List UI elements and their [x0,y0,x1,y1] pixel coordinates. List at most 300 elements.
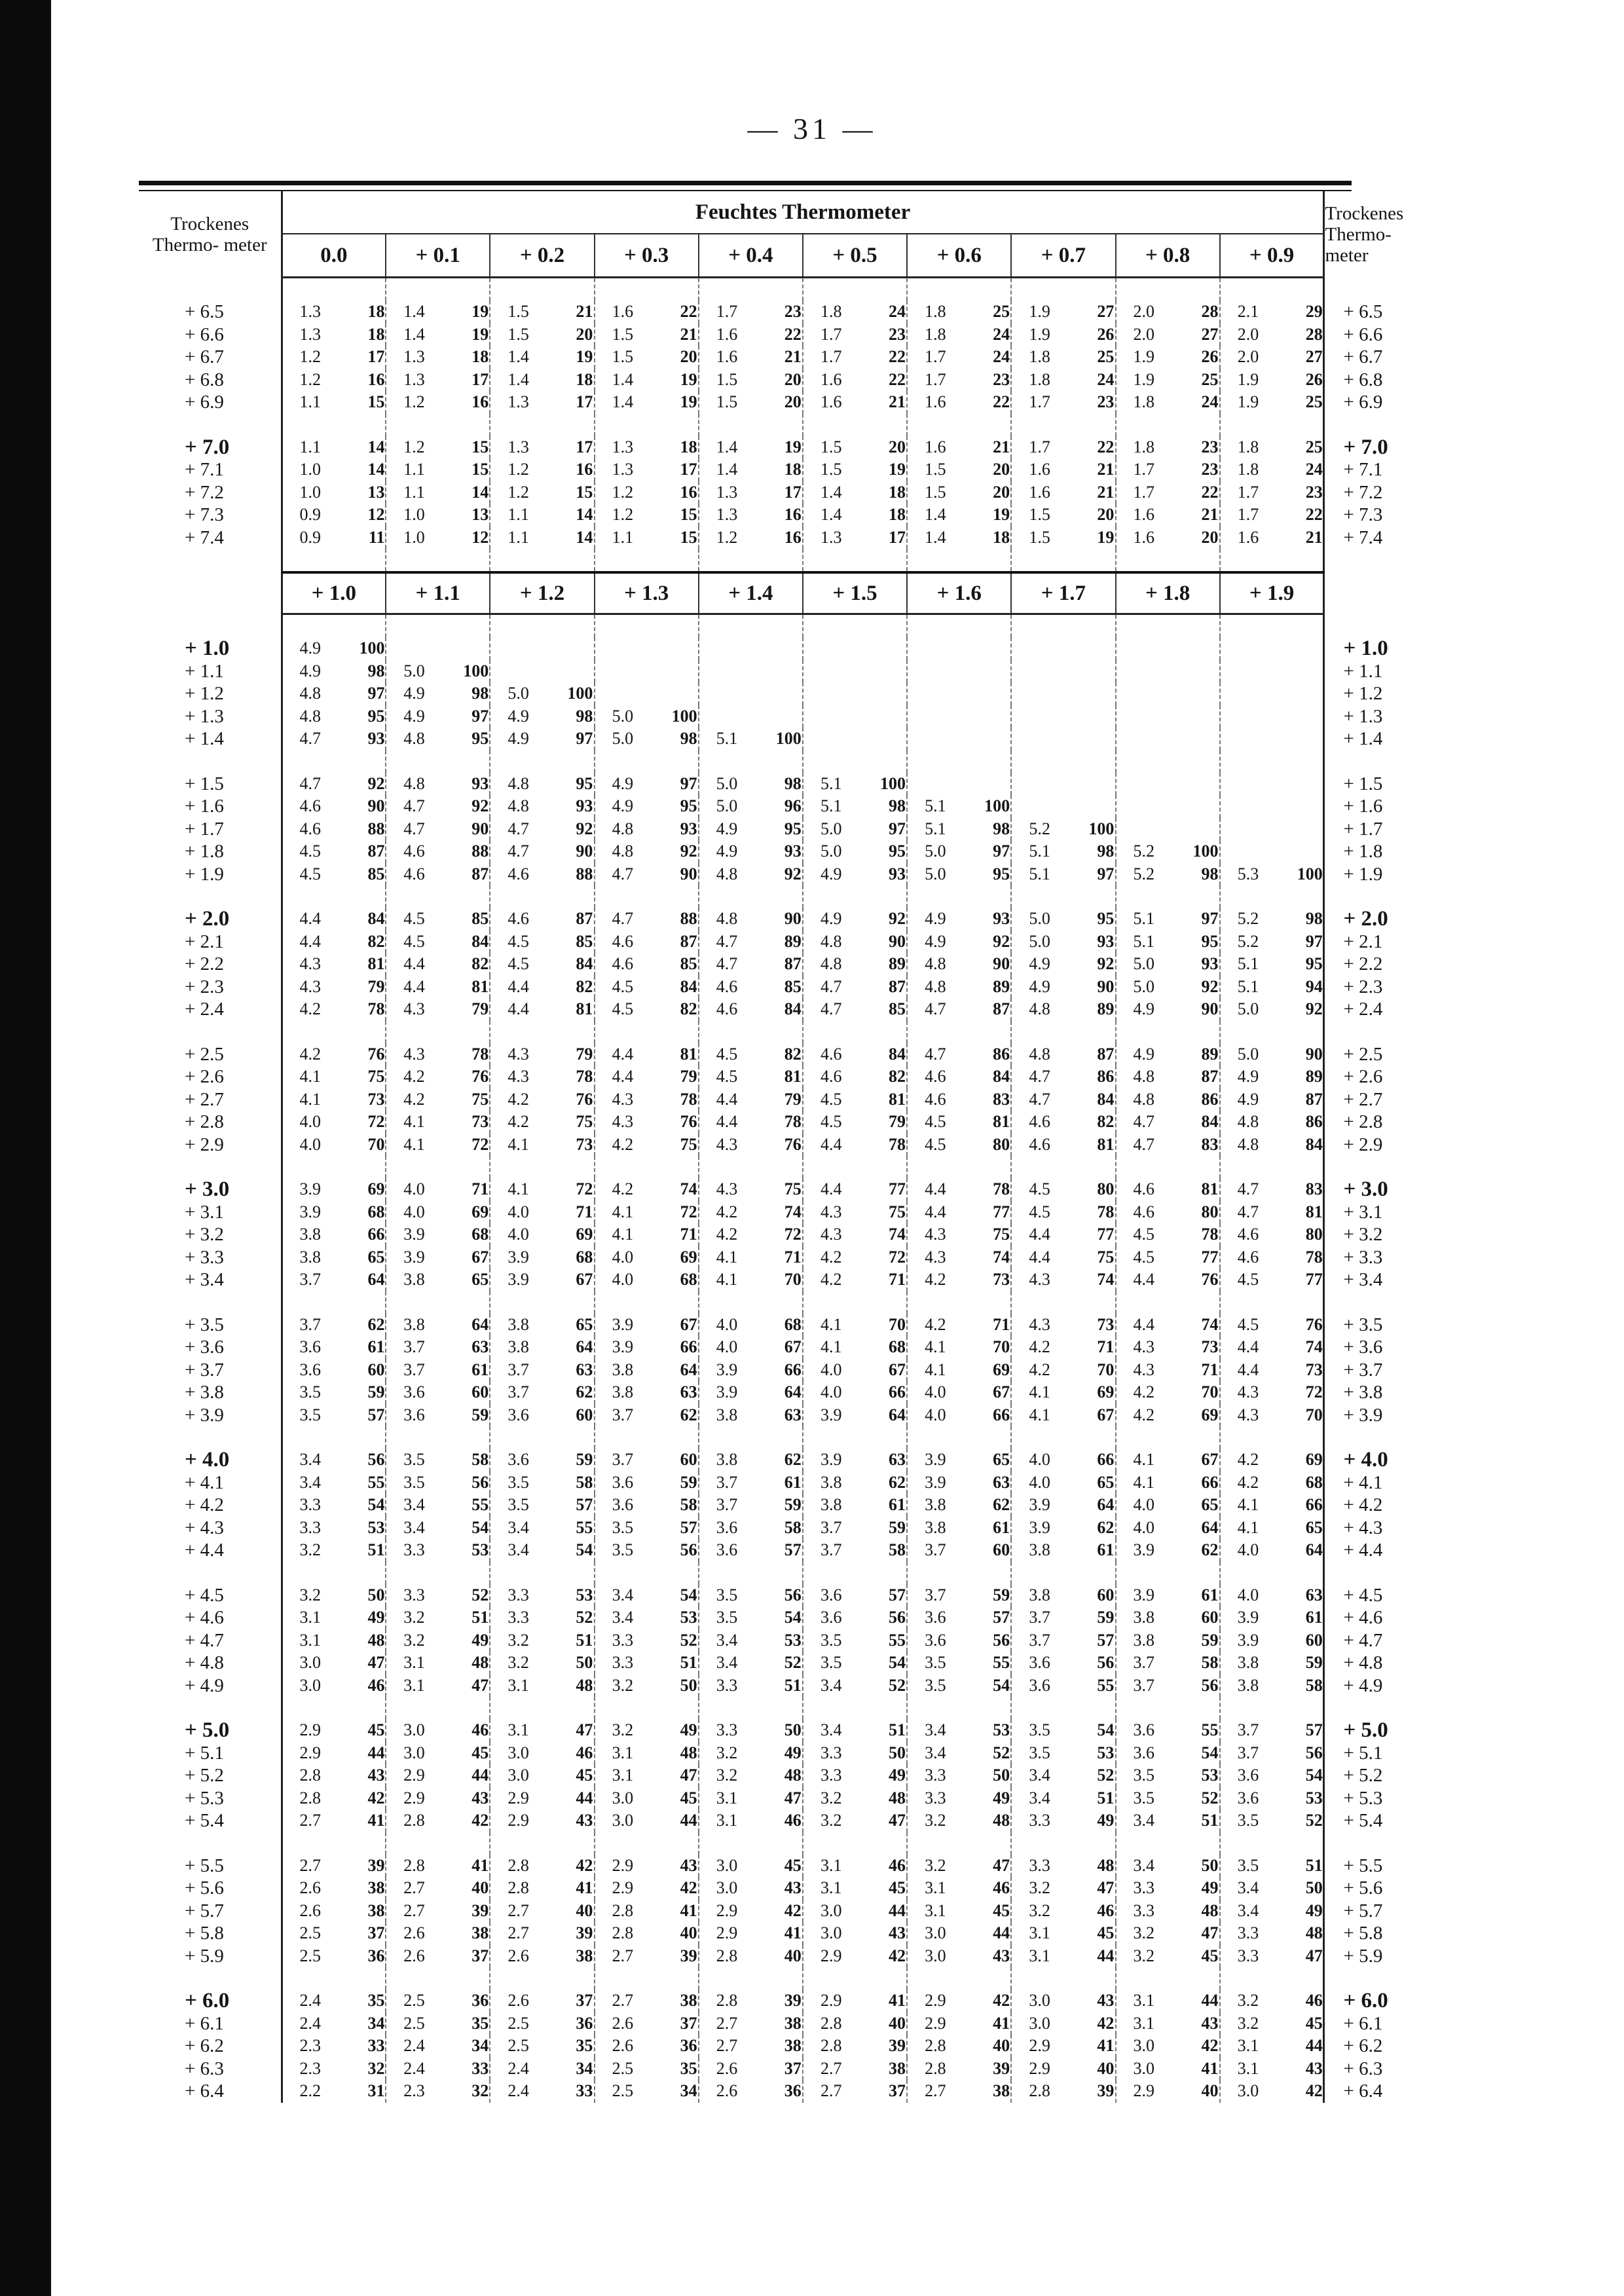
relative-humidity: 39 [1097,2081,1115,2101]
table-cell [282,728,386,750]
spacer-cell [699,1156,803,1178]
vapor-tension: 1.2 [507,460,529,479]
vapor-tension: 4.8 [925,954,946,974]
dry-temp-left: + 1.8 [185,841,224,862]
table-cell [1220,863,1324,886]
table-cell [386,863,490,886]
spacer-cell [1220,278,1324,301]
vapor-tension: 1.2 [299,347,321,367]
dry-thermometer-label-right: Trockenes Thermo- meter [1325,202,1404,266]
table-cell [699,705,803,728]
relative-humidity: 17 [367,347,385,367]
dry-temp-right: + 6.3 [1343,2058,1383,2079]
table-cell [386,1472,490,1494]
relative-humidity: 24 [1305,460,1323,479]
vapor-tension: 1.4 [716,460,738,479]
table-cell [386,2080,490,2103]
vapor-tension: 3.6 [1133,1720,1154,1740]
table-cell [803,1652,907,1675]
relative-humidity: 97 [367,684,385,703]
table-cell [1011,1922,1115,1945]
relative-humidity: 72 [1305,1382,1323,1402]
relative-humidity: 59 [993,1585,1010,1604]
table-cell [803,1809,907,1832]
table-cell [386,1742,490,1765]
relative-humidity: 65 [576,1314,593,1334]
vapor-tension: 4.9 [507,729,529,749]
vapor-tension: 2.0 [1133,302,1154,322]
dry-temp-left: + 1.0 [185,637,230,661]
header-row-title [139,191,1352,234]
relative-humidity: 59 [471,1405,489,1424]
table-cell [1011,1178,1115,1201]
dry-temp-right: + 3.8 [1343,1382,1383,1403]
relative-humidity: 57 [888,1585,906,1604]
table-cell [386,1539,490,1562]
table-cell [907,1764,1011,1787]
vapor-tension: 4.5 [299,864,321,883]
dry-temp-left: + 4.4 [185,1540,224,1561]
spacer-cell [1324,750,1352,773]
relative-humidity: 28 [1305,324,1323,344]
vapor-tension: 2.7 [507,1923,529,1943]
table-cell [1011,795,1115,818]
relative-humidity: 78 [993,1179,1010,1199]
dry-temp-left: + 4.7 [185,1629,224,1651]
vapor-tension: 1.5 [612,324,634,344]
relative-humidity: 87 [1097,1044,1115,1064]
vapor-tension: 1.4 [925,505,946,525]
spacer-cell [595,278,699,301]
table-cell [595,773,699,796]
relative-humidity: 62 [1097,1517,1115,1537]
relative-humidity: 40 [888,2013,906,2033]
table-cell [1116,1990,1220,2012]
dry-temp-left: + 6.6 [185,324,224,345]
spacer-cell [282,549,386,572]
vapor-tension: 5.0 [403,661,425,680]
dry-temp-right: + 4.1 [1343,1472,1383,1493]
table-cell [282,1945,386,1968]
table-cell [1220,1629,1324,1652]
relative-humidity: 82 [680,999,697,1019]
relative-humidity: 14 [367,437,385,456]
vapor-tension: 4.7 [507,819,529,838]
vapor-tension: 1.4 [820,505,842,525]
table-cell [490,773,594,796]
vapor-tension: 4.0 [1133,1517,1154,1537]
table-cell [1220,1065,1324,1088]
table-cell [1011,2012,1115,2035]
vapor-tension: 5.1 [820,773,842,793]
vapor-tension: 4.6 [820,1067,842,1086]
vapor-tension: 5.1 [1133,931,1154,951]
vapor-tension: 4.1 [299,1067,321,1086]
table-cell [803,2080,907,2103]
relative-humidity: 49 [367,1608,385,1627]
relative-humidity: 20 [1097,505,1115,525]
relative-humidity: 90 [888,931,906,951]
vapor-tension: 1.6 [925,392,946,412]
relative-humidity: 85 [784,976,802,996]
relative-humidity: 69 [993,1360,1010,1379]
relative-humidity: 98 [993,819,1010,838]
relative-humidity: 52 [1201,1788,1219,1807]
relative-humidity: 92 [471,796,489,816]
vapor-tension: 4.0 [507,1202,529,1221]
spacer-cell [1220,885,1324,908]
vapor-tension: 4.8 [925,976,946,996]
group-spacer [139,1426,1352,1449]
vapor-tension: 3.9 [1237,1630,1259,1650]
spacer-cell [386,414,490,436]
relative-humidity: 20 [1201,527,1219,547]
relative-humidity: 90 [784,909,802,929]
spacer-cell [386,1291,490,1314]
relative-humidity: 92 [784,864,802,883]
spacer-cell [282,278,386,301]
vapor-tension: 3.0 [820,1923,842,1943]
relative-humidity: 45 [680,1788,697,1807]
relative-humidity: 20 [888,437,906,456]
vapor-tension: 1.3 [716,505,738,525]
table-cell [1220,1088,1324,1111]
relative-humidity: 89 [888,954,906,974]
vapor-tension: 4.8 [403,773,425,793]
table-cell [386,1990,490,2012]
spacer-cell [803,1562,907,1584]
vapor-tension: 1.2 [299,369,321,389]
table-cell [490,1584,594,1607]
vapor-tension: 2.9 [507,1811,529,1830]
relative-humidity: 44 [680,1811,697,1830]
table-cell [1116,324,1220,346]
dry-temp-right: + 6.4 [1343,2081,1383,2102]
vapor-tension: 2.8 [925,2058,946,2078]
vapor-tension: 4.3 [925,1225,946,1244]
relative-humidity: 43 [784,1878,802,1898]
relative-humidity: 28 [1201,302,1219,322]
relative-humidity: 63 [784,1405,802,1424]
dry-temp-right: + 4.0 [1343,1448,1388,1472]
vapor-tension: 4.5 [612,999,634,1019]
spacer-cell [907,750,1011,773]
relative-humidity: 36 [367,1946,385,1965]
vapor-tension: 3.5 [1029,1720,1050,1740]
table-cell [699,1517,803,1540]
relative-humidity: 83 [1305,1179,1323,1199]
table-cell [907,1246,1011,1269]
vapor-tension: 4.0 [820,1382,842,1402]
relative-humidity: 27 [1305,347,1323,367]
relative-humidity: 75 [993,1225,1010,1244]
relative-humidity: 76 [1305,1314,1323,1334]
dry-temp-left: + 5.7 [185,1900,224,1921]
relative-humidity: 69 [576,1225,593,1244]
table-cell [386,818,490,841]
vapor-tension: 3.3 [403,1585,425,1604]
table-cell [1220,931,1324,954]
table-cell [490,1877,594,1900]
relative-humidity: 84 [1097,1089,1115,1109]
vapor-tension: 2.7 [716,2036,738,2056]
vapor-tension: 2.8 [403,1811,425,1830]
vapor-tension: 3.5 [403,1472,425,1492]
spacer-cell [1011,549,1115,572]
relative-humidity: 57 [576,1495,593,1515]
table-cell [1011,1742,1115,1765]
vapor-tension: 1.2 [612,505,634,525]
vapor-tension: 4.1 [403,1134,425,1154]
vapor-tension: 4.8 [612,819,634,838]
table-cell [803,1719,907,1742]
relative-humidity: 88 [680,909,697,929]
relative-humidity: 29 [1305,302,1323,322]
column-header: + 0.8 [1116,234,1220,278]
table-cell [699,1629,803,1652]
vapor-tension: 1.3 [716,482,738,502]
vapor-tension: 3.1 [820,1855,842,1875]
table-cell [803,637,907,660]
relative-humidity: 55 [888,1630,906,1650]
table-cell [1116,1134,1220,1157]
table-cell [595,2080,699,2103]
table-row [139,1472,1352,1494]
table-cell [803,1111,907,1134]
vapor-tension: 4.1 [820,1337,842,1357]
spacer-cell [1116,885,1220,908]
vapor-tension: 3.0 [820,1900,842,1920]
table-cell [490,660,594,683]
vapor-tension: 4.5 [820,1089,842,1109]
table-cell [699,1043,803,1066]
vapor-tension: 3.9 [925,1472,946,1492]
table-cell [1011,818,1115,841]
table-cell [699,682,803,705]
vapor-tension: 4.2 [403,1067,425,1086]
table-cell [490,391,594,414]
vapor-tension: 1.8 [1133,437,1154,456]
table-cell [803,1494,907,1517]
table-cell [907,1336,1011,1359]
relative-humidity: 82 [1097,1112,1115,1132]
relative-humidity: 46 [471,1720,489,1740]
relative-humidity: 59 [1305,1653,1323,1673]
table-cell [699,1223,803,1246]
table-cell [1116,1111,1220,1134]
relative-humidity: 45 [576,1766,593,1785]
relative-humidity: 18 [367,302,385,322]
table-cell [595,1809,699,1832]
relative-humidity: 34 [680,2081,697,2101]
table-cell [595,1178,699,1201]
spacer-cell [1011,885,1115,908]
vapor-tension: 4.2 [1029,1360,1050,1379]
relative-humidity: 79 [576,1044,593,1064]
relative-humidity: 85 [367,864,385,883]
vapor-tension: 4.0 [1029,1450,1050,1470]
table-cell [907,504,1011,527]
table-cell [1116,1246,1220,1269]
relative-humidity: 40 [471,1878,489,1898]
vapor-tension: 1.3 [507,392,529,412]
relative-humidity: 45 [993,1900,1010,1920]
vapor-tension: 3.1 [716,1811,738,1830]
table-cell [595,1990,699,2012]
table-cell [803,1584,907,1607]
table-cell [490,728,594,750]
relative-humidity: 84 [993,1067,1010,1086]
table-cell [1116,504,1220,527]
vapor-tension: 4.0 [1237,1540,1259,1560]
column-header: + 1.3 [595,572,699,614]
table-cell [282,660,386,683]
table-cell [1116,1922,1220,1945]
dry-temp-left: + 2.4 [185,999,224,1020]
vapor-tension: 4.3 [403,999,425,1019]
table-cell [1011,953,1115,976]
vapor-tension: 1.9 [1029,324,1050,344]
relative-humidity: 35 [471,2013,489,2033]
table-cell [490,2058,594,2081]
vapor-tension: 1.7 [1237,505,1259,525]
spacer-cell [1116,1426,1220,1449]
spacer-cell [595,1021,699,1043]
vapor-tension: 2.9 [507,1788,529,1807]
relative-humidity: 71 [471,1179,489,1199]
spacer-cell [907,414,1011,436]
relative-humidity: 63 [680,1382,697,1402]
table-cell [699,728,803,750]
table-cell [907,1043,1011,1066]
vapor-tension: 4.4 [612,1067,634,1086]
table-cell [699,1652,803,1675]
relative-humidity: 75 [784,1179,802,1199]
vapor-tension: 4.2 [716,1225,738,1244]
table-cell [1011,1877,1115,1900]
table-cell [595,976,699,999]
relative-humidity: 72 [471,1134,489,1154]
relative-humidity: 100 [359,639,385,658]
relative-humidity: 95 [1305,954,1323,974]
relative-humidity: 45 [888,1878,906,1898]
vapor-tension: 4.5 [1133,1225,1154,1244]
vapor-tension: 3.9 [403,1225,425,1244]
relative-humidity: 18 [784,460,802,479]
vapor-tension: 4.4 [1237,1360,1259,1379]
relative-humidity: 25 [1201,369,1219,389]
table-cell [282,2080,386,2103]
table-cell [803,773,907,796]
column-header: + 1.1 [386,572,490,614]
relative-humidity: 18 [680,437,697,456]
table-cell [490,481,594,504]
vapor-tension: 4.0 [925,1405,946,1424]
vapor-tension: 3.8 [1237,1653,1259,1673]
table-row [139,1065,1352,1088]
table-cell [386,2035,490,2058]
vapor-tension: 4.2 [820,1247,842,1267]
vapor-tension: 3.8 [403,1270,425,1289]
dry-temp-right: + 5.7 [1343,1900,1383,1921]
vapor-tension: 1.7 [925,369,946,389]
relative-humidity: 70 [1305,1405,1323,1424]
relative-humidity: 40 [1201,2081,1219,2101]
relative-humidity: 80 [1201,1202,1219,1221]
vapor-tension: 3.3 [925,1788,946,1807]
relative-humidity: 87 [471,864,489,883]
vapor-tension: 3.7 [299,1314,321,1334]
spacer-cell [1324,1156,1352,1178]
relative-humidity: 46 [1097,1900,1115,1920]
table-cell [1220,1764,1324,1787]
table-cell [282,1606,386,1629]
table-cell [907,1065,1011,1088]
relative-humidity: 21 [1097,460,1115,479]
vapor-tension: 2.9 [403,1766,425,1785]
vapor-tension: 4.3 [1029,1270,1050,1289]
vapor-tension: 4.6 [299,819,321,838]
relative-humidity: 23 [1201,460,1219,479]
vapor-tension: 3.2 [1133,1923,1154,1943]
table-cell [907,660,1011,683]
relative-humidity: 36 [680,2036,697,2056]
relative-humidity: 33 [471,2058,489,2078]
relative-humidity: 71 [1201,1360,1219,1379]
vapor-tension: 4.4 [1029,1247,1050,1267]
relative-humidity: 69 [1305,1450,1323,1470]
relative-humidity: 54 [1097,1720,1115,1740]
relative-humidity: 55 [576,1517,593,1537]
dry-temp-left: + 5.6 [185,1878,224,1899]
relative-humidity: 22 [784,324,802,344]
vapor-tension: 3.7 [507,1382,529,1402]
relative-humidity: 66 [784,1360,802,1379]
table-cell [1116,1855,1220,1878]
table-cell [1011,527,1115,549]
table-cell [595,1065,699,1088]
vapor-tension: 4.9 [507,706,529,726]
spacer-cell [1220,414,1324,436]
relative-humidity: 44 [1305,2036,1323,2056]
relative-humidity: 42 [888,1946,906,1965]
vapor-tension: 1.5 [820,437,842,456]
dry-temp-right: + 3.5 [1343,1314,1383,1335]
vapor-tension: 1.9 [1237,392,1259,412]
table-cell [1220,1314,1324,1337]
vapor-tension: 3.0 [925,1923,946,1943]
table-cell [907,1111,1011,1134]
vapor-tension: 1.3 [403,347,425,367]
vapor-tension: 4.6 [612,954,634,974]
vapor-tension: 3.6 [1237,1788,1259,1807]
relative-humidity: 57 [367,1405,385,1424]
dry-temp-right: + 1.3 [1343,705,1383,727]
table-cell [1116,2012,1220,2035]
relative-humidity: 44 [1201,1991,1219,2010]
dry-temp-right: + 3.9 [1343,1404,1383,1426]
table-cell [1220,527,1324,549]
relative-humidity: 27 [1201,324,1219,344]
relative-humidity: 84 [784,999,802,1019]
vapor-tension: 3.8 [1237,1675,1259,1695]
relative-humidity: 95 [576,773,593,793]
spacer-cell [282,1156,386,1178]
vapor-tension: 4.1 [820,1314,842,1334]
table-cell [282,1494,386,1517]
relative-humidity: 21 [680,324,697,344]
relative-humidity: 64 [680,1360,697,1379]
